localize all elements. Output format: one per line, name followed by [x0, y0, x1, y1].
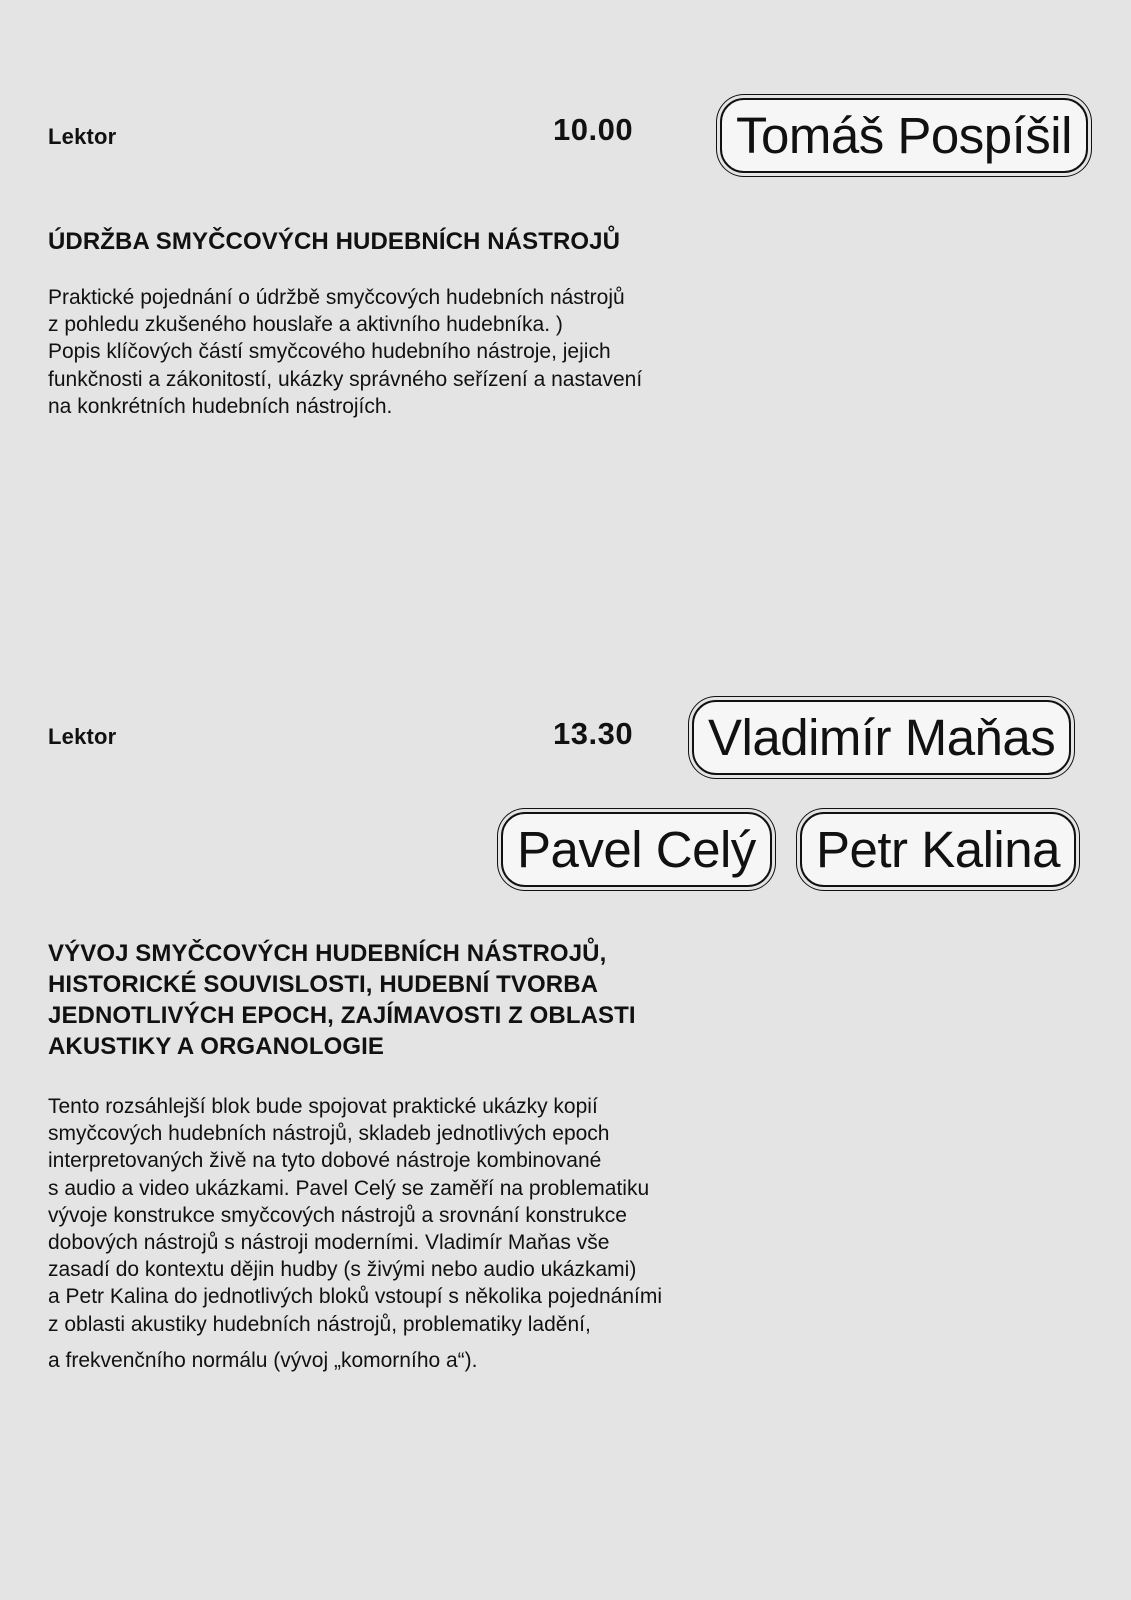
session1-description: [48, 284, 642, 420]
session1-label: Lektor: [48, 124, 117, 149]
description-line: zasadí do kontextu dějin hudby (s živými nebo audio ukázkami): [48, 1258, 637, 1282]
heading-line: JEDNOTLIVÝCH EPOCH, ZAJÍMAVOSTI Z OBLASTI: [48, 1002, 636, 1029]
description-line: smyčcových hudebních nástrojů, skladeb jednotlivých epoch: [48, 1122, 610, 1146]
description-line: na konkrétních hudebních nástrojích.: [48, 394, 393, 418]
session2-time: 13.30: [553, 716, 634, 751]
session1-time: 10.00: [553, 112, 634, 147]
heading-line: VÝVOJ SMYČCOVÝCH HUDEBNÍCH NÁSTROJŮ,: [48, 940, 607, 967]
description-line: z pohledu zkušeného houslaře a aktivního hudebníka. ): [48, 313, 563, 337]
lecturer-name-pavel-cely: Pavel Celý: [501, 812, 772, 887]
description-line: z oblasti akustiky hudebních nástrojů, problematiky ladění,: [48, 1312, 591, 1336]
session2-label: Lektor: [48, 724, 117, 749]
description-line: Praktické pojednání o údržbě smyčcových hudebních nástrojů: [48, 286, 625, 309]
description-line: dobových nástrojů s nástroji moderními. Vladimír Maňas vše: [48, 1231, 610, 1255]
description-line: vývoje konstrukce smyčcových nástrojů a srovnání konstrukce: [48, 1203, 627, 1227]
session2-description: [48, 1093, 662, 1374]
session2-heading: [48, 938, 636, 1062]
lecturer-name-petr-kalina: Petr Kalina: [800, 812, 1076, 887]
description-line: a Petr Kalina do jednotlivých bloků vstoupí s několika pojednáními: [48, 1285, 663, 1309]
description-line: Tento rozsáhlejší blok bude spojovat praktické ukázky kopií: [48, 1095, 598, 1118]
heading-line: HISTORICKÉ SOUVISLOSTI, HUDEBNÍ TVORBA: [48, 971, 599, 998]
description-line: a frekvenčního normálu (vývoj „komorního a“).: [48, 1348, 478, 1372]
session1-heading: ÚDRŽBA SMYČCOVÝCH HUDEBNÍCH NÁSTROJŮ: [48, 228, 621, 255]
description-line: s audio a video ukázkami. Pavel Celý se zaměří na problematiku: [48, 1176, 650, 1200]
lecturer-name-tomas-pospisil: Tomáš Pospíšil: [720, 98, 1088, 173]
description-line: funkčnosti a zákonitostí, ukázky správného seřízení a nastavení: [48, 367, 643, 391]
lecturer-name-vladimir-manas: Vladimír Maňas: [692, 700, 1071, 775]
description-line: Popis klíčových částí smyčcového hudebního nástroje, jejich: [48, 340, 611, 364]
description-line: interpretovaných živě na tyto dobové nástroje kombinované: [48, 1149, 602, 1173]
heading-line: AKUSTIKY A ORGANOLOGIE: [48, 1033, 384, 1060]
